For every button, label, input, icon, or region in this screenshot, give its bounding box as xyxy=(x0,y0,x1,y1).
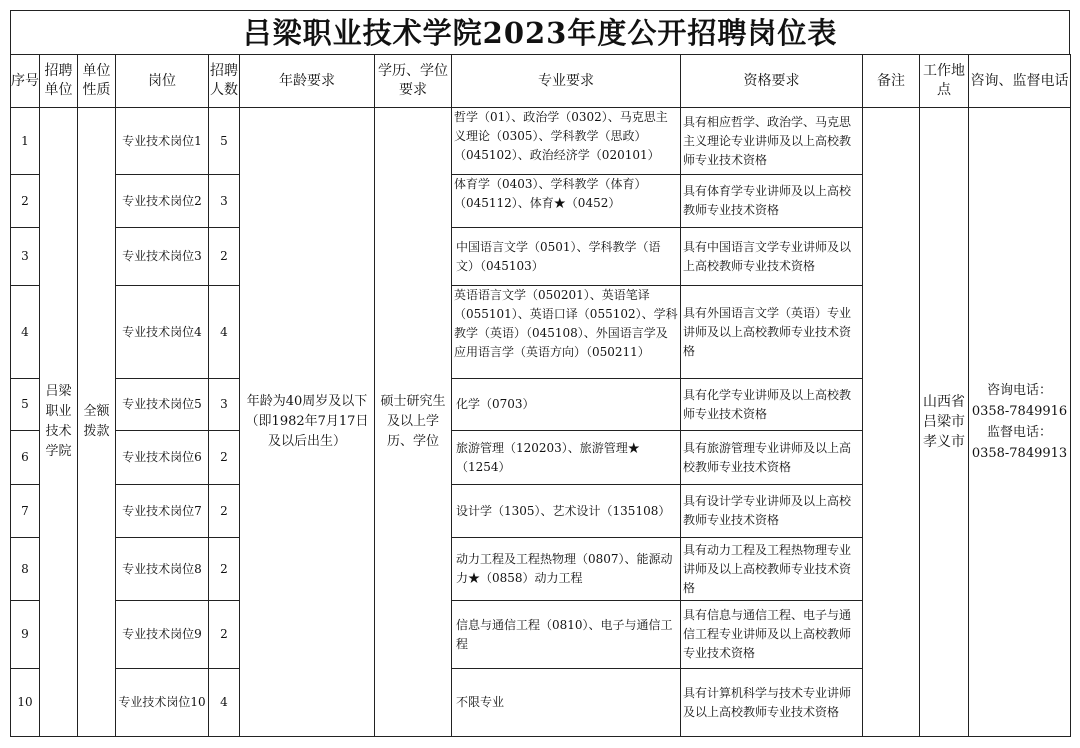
positions-table xyxy=(10,54,1071,737)
cell-position: 专业技术岗位8 xyxy=(116,538,209,601)
cell-major xyxy=(452,108,681,175)
cell-qual: 具有动力工程及工程热物理专业讲师及以上高校教师专业技术资格 xyxy=(681,538,863,601)
cell-count: 4 xyxy=(209,669,240,737)
major-text: 不限专业 xyxy=(456,695,505,709)
cell-note xyxy=(863,108,920,737)
cell-count: 2 xyxy=(209,601,240,669)
header-seq: 序号 xyxy=(11,55,40,108)
supervise-label: 监督电话： xyxy=(986,425,1052,440)
header-age: 年龄要求 xyxy=(240,55,375,108)
cell-qual: 具有计算机科学与技术专业讲师及以上高校教师专业技术资格 xyxy=(681,669,863,737)
page-title: 吕梁职业技术学院2023年度公开招聘岗位表 xyxy=(10,10,1070,54)
major-text: 体育学（0403）、学科教学（体育）（045112）、体育★（0452） xyxy=(454,177,647,210)
cell-seq: 6 xyxy=(11,431,40,485)
header-row xyxy=(11,55,1071,108)
cell-seq: 7 xyxy=(11,485,40,538)
major-text: 中国语言文学（0501）、学科教学（语文）（045103） xyxy=(456,239,661,273)
cell-major xyxy=(452,175,681,228)
consult-phone: 0358-7849916 xyxy=(971,404,1068,419)
cell-seq: 5 xyxy=(11,379,40,431)
major-text: 设计学（1305）、艺术设计（135108） xyxy=(456,503,671,518)
cell-qual: 具有体育学专业讲师及以上高校教师专业技术资格 xyxy=(681,175,863,228)
cell-position: 专业技术岗位2 xyxy=(116,175,209,228)
cell-count: 2 xyxy=(209,538,240,601)
cell-contact xyxy=(969,108,1071,737)
cell-qual: 具有信息与通信工程、电子与通信工程专业讲师及以上高校教师专业技术资格 xyxy=(681,601,863,669)
cell-qual: 具有设计学专业讲师及以上高校教师专业技术资格 xyxy=(681,485,863,538)
cell-nature: 全额拨款 xyxy=(78,108,116,737)
cell-position: 专业技术岗位6 xyxy=(116,431,209,485)
major-text: 动力工程及工程热物理（0807）、能源动力★（0858）动力工程 xyxy=(456,552,673,585)
cell-seq: 3 xyxy=(11,228,40,286)
cell-count: 3 xyxy=(209,175,240,228)
cell-seq: 9 xyxy=(11,601,40,669)
cell-position: 专业技术岗位7 xyxy=(116,485,209,538)
cell-major xyxy=(452,431,681,485)
header-position: 岗位 xyxy=(116,55,209,108)
cell-count: 2 xyxy=(209,228,240,286)
cell-qual: 具有旅游管理专业讲师及以上高校教师专业技术资格 xyxy=(681,431,863,485)
cell-position: 专业技术岗位4 xyxy=(116,286,209,379)
cell-position: 专业技术岗位9 xyxy=(116,601,209,669)
table-row xyxy=(11,108,1071,175)
consult-label: 咨询电话： xyxy=(986,383,1052,398)
cell-major xyxy=(452,601,681,669)
cell-seq: 8 xyxy=(11,538,40,601)
cell-major xyxy=(452,379,681,431)
cell-count: 2 xyxy=(209,431,240,485)
major-text: 化学（0703） xyxy=(456,397,535,411)
cell-seq: 2 xyxy=(11,175,40,228)
header-unit: 招聘单位 xyxy=(40,55,78,108)
cell-major xyxy=(452,286,681,379)
cell-unit: 吕梁职业技术学院 xyxy=(40,108,78,737)
cell-qual: 具有外国语言文学（英语）专业讲师及以上高校教师专业技术资格 xyxy=(681,286,863,379)
cell-edu: 硕士研究生及以上学历、学位 xyxy=(375,108,452,737)
cell-qual: 具有中国语言文学专业讲师及以上高校教师专业技术资格 xyxy=(681,228,863,286)
header-count: 招聘人数 xyxy=(209,55,240,108)
cell-major xyxy=(452,538,681,601)
cell-position: 专业技术岗位3 xyxy=(116,228,209,286)
cell-major xyxy=(452,228,681,286)
cell-position: 专业技术岗位10 xyxy=(116,669,209,737)
header-edu: 学历、学位要求 xyxy=(375,55,452,108)
cell-position: 专业技术岗位5 xyxy=(116,379,209,431)
major-text: 英语语言文学（050201）、英语笔译（055101）、英语口译（055102）、学科教学（英语）（045108）、外国语言学及应用语言学（英语方向）（050211） xyxy=(454,288,678,359)
cell-count: 5 xyxy=(209,108,240,175)
cell-seq: 4 xyxy=(11,286,40,379)
major-text: 哲学（01）、政治学（0302）、马克思主义理论（0305）、学科教学（思政）（045102）、政治经济学（020101） xyxy=(454,110,668,162)
major-text: 旅游管理（120203）、旅游管理★（1254） xyxy=(456,440,640,474)
header-location: 工作地点 xyxy=(920,55,969,108)
supervise-phone: 0358-7849913 xyxy=(971,446,1068,461)
header-qual: 资格要求 xyxy=(681,55,863,108)
cell-major xyxy=(452,669,681,737)
cell-count: 3 xyxy=(209,379,240,431)
header-note: 备注 xyxy=(863,55,920,108)
cell-qual: 具有化学专业讲师及以上高校教师专业技术资格 xyxy=(681,379,863,431)
header-major: 专业要求 xyxy=(452,55,681,108)
cell-position: 专业技术岗位1 xyxy=(116,108,209,175)
cell-count: 4 xyxy=(209,286,240,379)
cell-seq: 10 xyxy=(11,669,40,737)
header-nature: 单位性质 xyxy=(78,55,116,108)
major-text: 信息与通信工程（0810）、电子与通信工程 xyxy=(456,617,673,651)
cell-count: 2 xyxy=(209,485,240,538)
cell-age: 年龄为40周岁及以下（即1982年7月17日及以后出生） xyxy=(240,108,375,737)
cell-qual: 具有相应哲学、政治学、马克思主义理论专业讲师及以上高校教师专业技术资格 xyxy=(681,108,863,175)
cell-seq: 1 xyxy=(11,108,40,175)
recruitment-document xyxy=(10,10,1070,736)
cell-major xyxy=(452,485,681,538)
header-contact: 咨询、监督电话 xyxy=(969,55,1071,108)
cell-location: 山西省吕梁市孝义市 xyxy=(920,108,969,737)
